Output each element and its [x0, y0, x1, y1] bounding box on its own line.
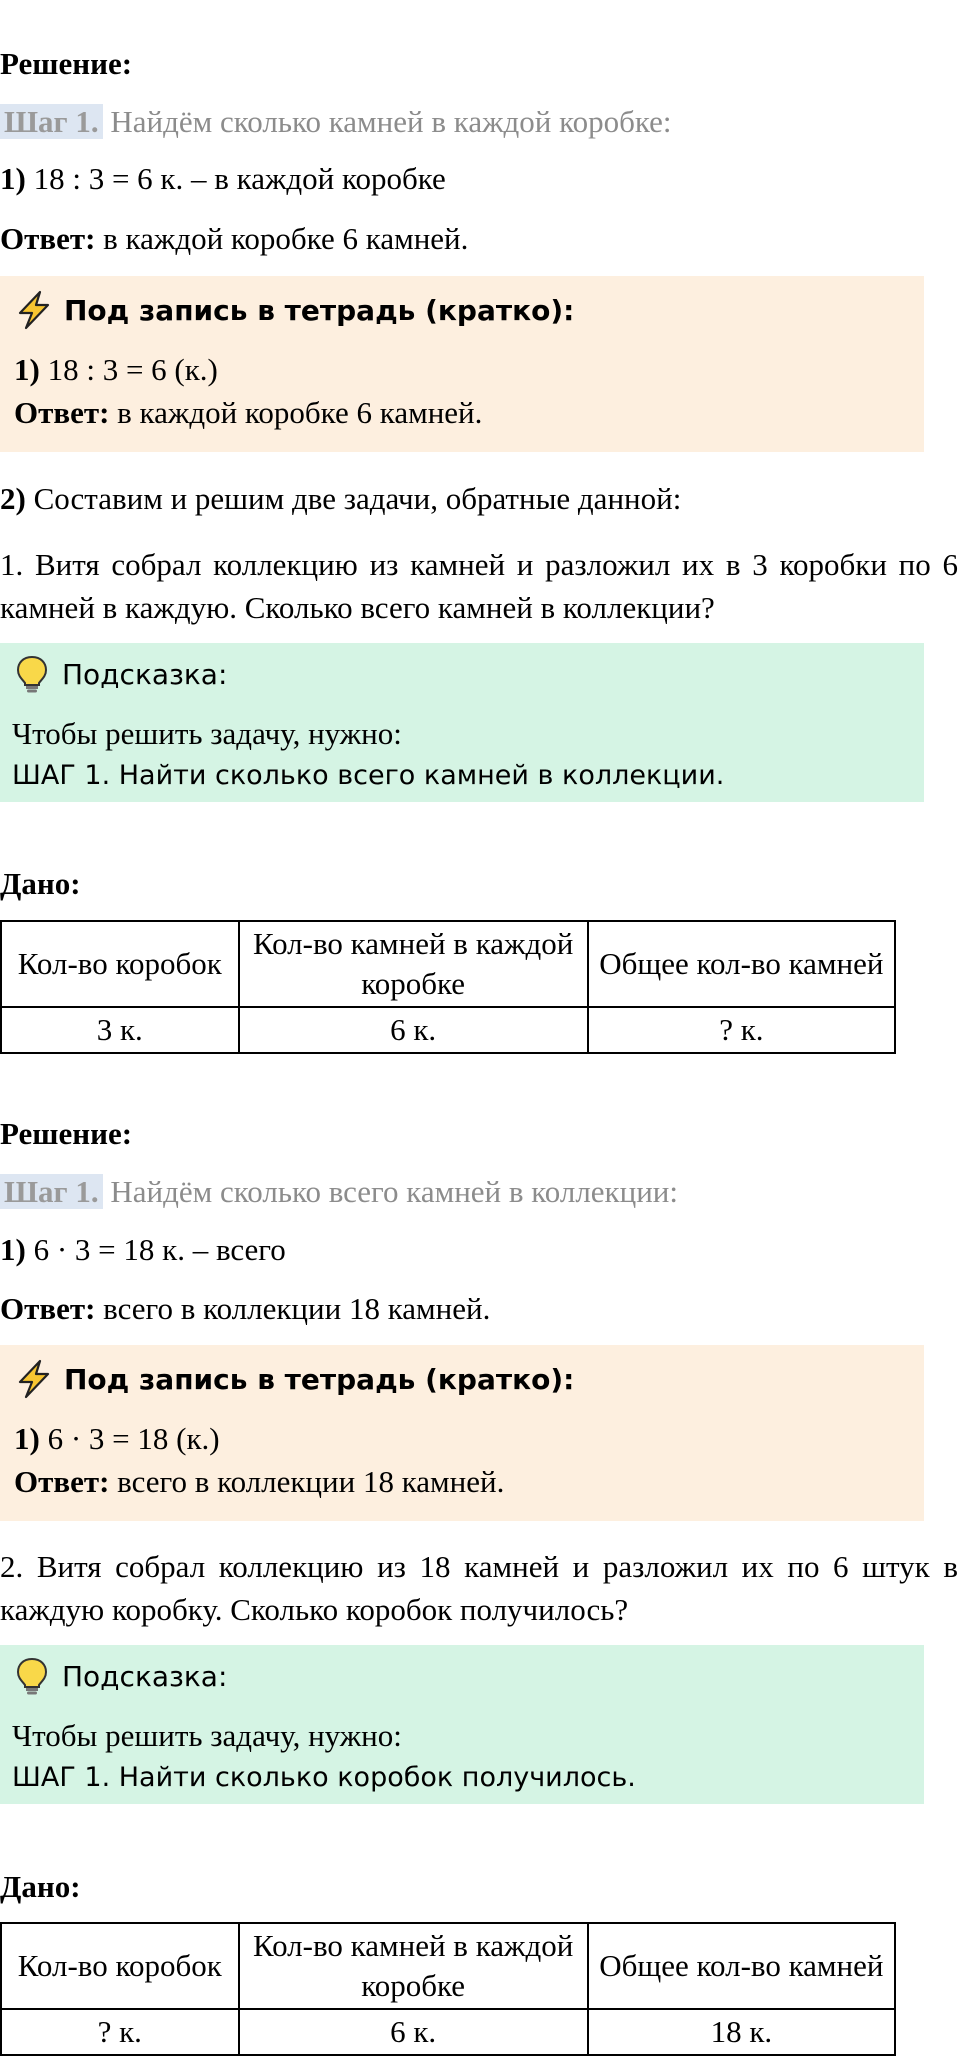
notebook-box	[0, 276, 924, 452]
step-text: Найдём сколько всего камней в коллекции:	[102, 1174, 679, 1209]
calc-number: 1)	[0, 1232, 26, 1267]
inverse-intro	[0, 477, 960, 520]
hint-step-tag: ШАГ 1.	[12, 760, 111, 791]
table-header-cell: Кол-во коробок	[1, 921, 239, 1007]
hint-box	[0, 643, 924, 802]
step-text: Найдём сколько камней в каждой коробке:	[102, 104, 672, 139]
hint-step-text: Найти сколько коробок получилось.	[110, 1762, 636, 1793]
table-header-cell: Кол-во камней в каждой коробке	[239, 1923, 588, 2009]
hint-step-tag: ШАГ 1.	[12, 1762, 111, 1793]
table-cell: 3 к.	[1, 1007, 239, 1053]
lightning-icon	[14, 1359, 54, 1399]
table-header-cell: Кол-во коробок	[1, 1923, 239, 2009]
calc-line	[0, 1228, 960, 1271]
inverse-text: Составим и решим две задачи, обратные данной:	[25, 481, 682, 516]
step-tag: Шаг 1.	[0, 104, 103, 139]
notebook-answer-text: в каждой коробке 6 камней.	[109, 395, 483, 430]
hint-line: Чтобы решить задачу, нужно:	[12, 716, 402, 751]
hint-title: Подсказка:	[62, 657, 228, 691]
hint-line: Чтобы решить задачу, нужно:	[12, 1718, 402, 1753]
notebook-title: Под запись в тетрадь (кратко):	[64, 1362, 575, 1396]
notebook-title: Под запись в тетрадь (кратко):	[64, 293, 575, 327]
given-table	[0, 1922, 896, 2056]
answer-label: Ответ:	[0, 1291, 96, 1326]
answer-label: Ответ:	[0, 221, 96, 256]
solution-heading: Решение:	[0, 46, 133, 81]
notebook-line	[14, 1417, 220, 1460]
notebook-answer	[14, 391, 482, 434]
lightbulb-icon	[12, 654, 52, 694]
hint-step	[12, 756, 724, 796]
table-cell: ? к.	[1, 2009, 239, 2055]
notebook-title-row	[14, 284, 574, 336]
table-cell: 6 к.	[239, 1007, 588, 1053]
inverse-number: 2)	[0, 481, 26, 516]
notebook-line	[14, 348, 218, 391]
table-header-row	[1, 921, 895, 1007]
notebook-answer-label: Ответ:	[14, 395, 110, 430]
hint-title-row	[12, 649, 227, 699]
answer-line	[0, 217, 960, 260]
table-header-cell: Общее кол-во камней	[588, 921, 895, 1007]
notebook-line-text: 18 : 3 = 6 (к.)	[39, 352, 218, 387]
notebook-line-number: 1)	[14, 1421, 40, 1456]
task-2-text: 2. Витя собрал коллекцию из 18 камней и разложил их по 6 штук в каждую коробку. Сколько коробок получилось?	[0, 1549, 958, 1627]
given-heading: Дано:	[0, 866, 81, 901]
notebook-title-row	[14, 1353, 574, 1405]
table-row	[1, 2009, 895, 2055]
calc-text: 6 · 3 = 18 к. – всего	[25, 1232, 286, 1267]
notebook-line-number: 1)	[14, 352, 40, 387]
lightbulb-icon	[12, 1656, 52, 1696]
table-cell: 18 к.	[588, 2009, 895, 2055]
hint-box	[0, 1645, 924, 1804]
table-cell: ? к.	[588, 1007, 895, 1053]
calc-text: 18 : 3 = 6 к. – в каждой коробке	[25, 161, 446, 196]
hint-title: Подсказка:	[62, 1659, 228, 1693]
table-header-cell: Кол-во камней в каждой коробке	[239, 921, 588, 1007]
given-heading: Дано:	[0, 1869, 81, 1904]
lightning-icon	[14, 290, 54, 330]
hint-step-text: Найти сколько всего камней в коллекции.	[110, 760, 725, 791]
table-header-row	[1, 1923, 895, 2009]
notebook-line-text: 6 · 3 = 18 (к.)	[39, 1421, 220, 1456]
calc-line	[0, 157, 960, 200]
hint-title-row	[12, 1651, 227, 1701]
notebook-answer	[14, 1460, 504, 1503]
calc-number: 1)	[0, 161, 26, 196]
answer-text: в каждой коробке 6 камней.	[95, 221, 469, 256]
step-tag: Шаг 1.	[0, 1174, 103, 1209]
step-line	[0, 100, 960, 143]
notebook-answer-label: Ответ:	[14, 1464, 110, 1499]
step-line	[0, 1170, 960, 1213]
notebook-answer-text: всего в коллекции 18 камней.	[109, 1464, 505, 1499]
table-cell: 6 к.	[239, 2009, 588, 2055]
answer-line	[0, 1287, 960, 1330]
hint-step	[12, 1758, 636, 1798]
given-table	[0, 920, 896, 1054]
notebook-box	[0, 1345, 924, 1521]
task-1-text: 1. Витя собрал коллекцию из камней и разложил их в 3 коробки по 6 камней в каждую. Сколько всего камней в коллекции?	[0, 547, 958, 625]
table-header-cell: Общее кол-во камней	[588, 1923, 895, 2009]
table-row	[1, 1007, 895, 1053]
solution-heading: Решение:	[0, 1116, 133, 1151]
answer-text: всего в коллекции 18 камней.	[95, 1291, 491, 1326]
